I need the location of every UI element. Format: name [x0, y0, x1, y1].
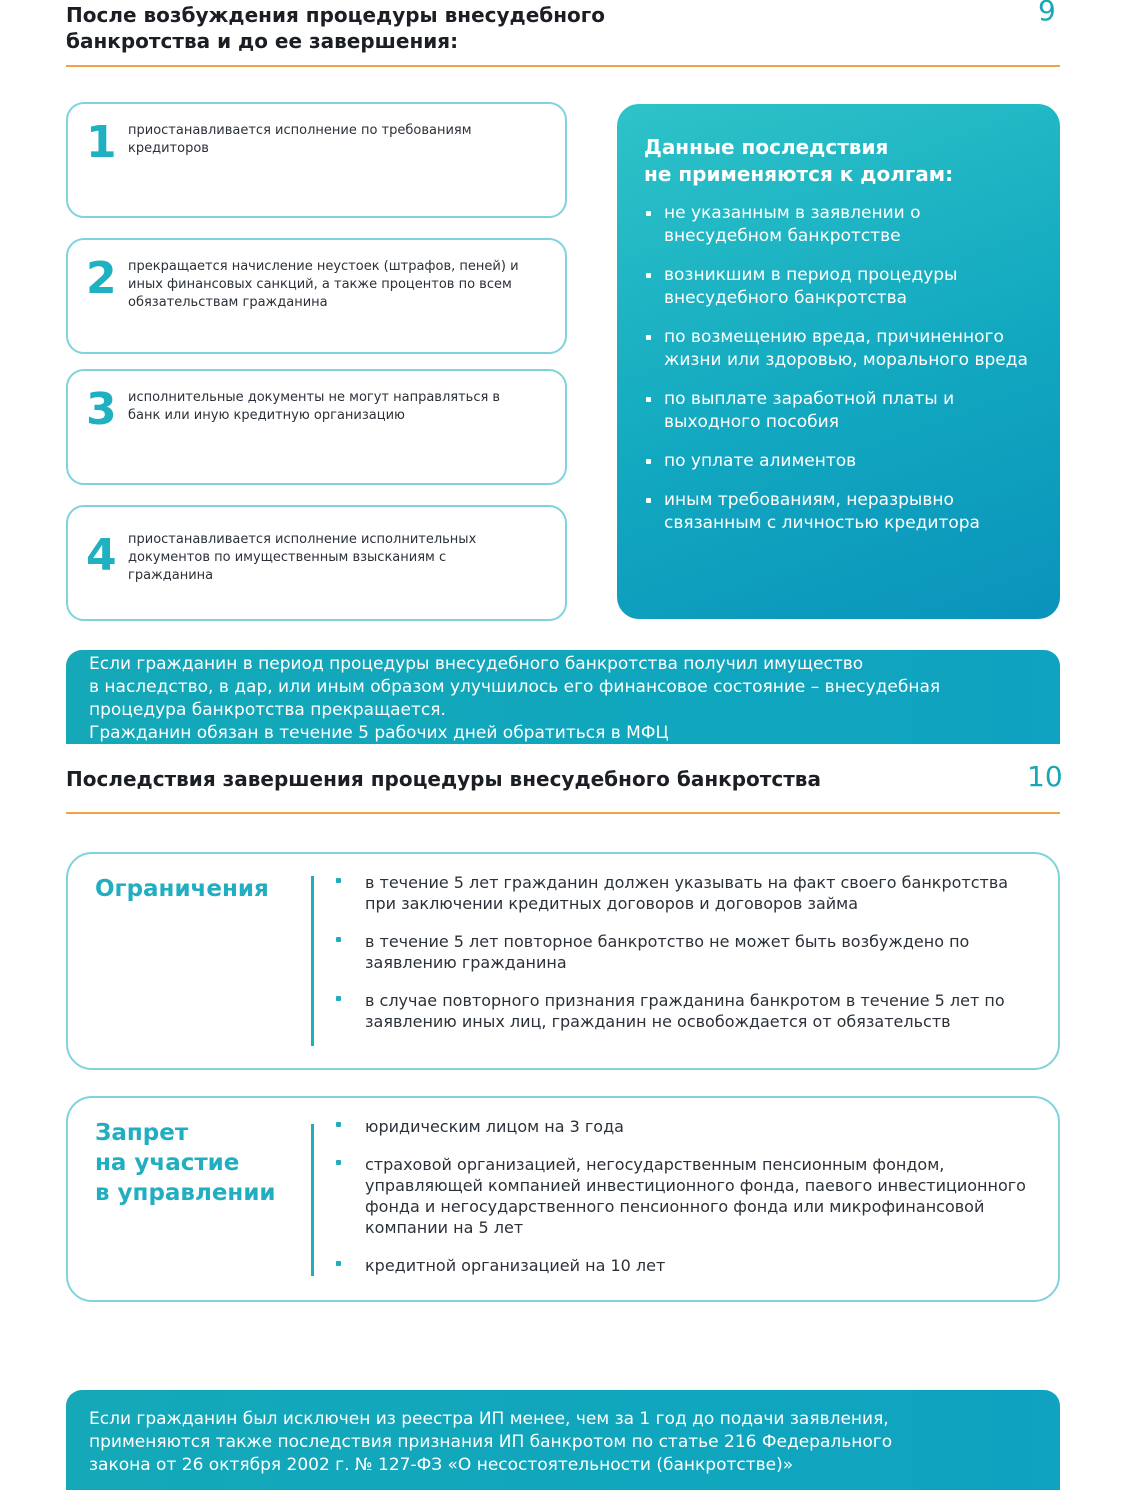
- management-ban-title-line-1: Запрет: [95, 1120, 189, 1146]
- management-ban-divider: [311, 1124, 314, 1276]
- exceptions-list-item: по возмещению вреда, причиненного жизни или здоровью, морального вреда: [644, 326, 1036, 372]
- restrictions-list-item: в случае повторного признания гражданина банкротом в течение 5 лет по заявлению иных лиц, гражданин не освобождается от обязательств: [336, 990, 1028, 1032]
- step-card-3: [66, 369, 567, 485]
- step-text: приостанавливается исполнение по требованиям кредиторов: [128, 123, 472, 156]
- step-card-2: [66, 238, 567, 354]
- exceptions-title: [644, 134, 1036, 188]
- management-ban-list-item: юридическим лицом на 3 года: [336, 1116, 1028, 1137]
- exceptions-list-item: возникшим в период процедуры внесудебного банкротства: [644, 264, 1036, 310]
- exceptions-panel: [617, 104, 1060, 619]
- orange-divider-top: [66, 65, 1060, 67]
- notice-banner: [66, 650, 1060, 744]
- footer-line-3: закона от 26 октября 2002 г. № 127-ФЗ «О несостоятельности (банкротстве)»: [89, 1455, 794, 1475]
- step-text: приостанавливается исполнение исполнительных документов по имущественным взысканиям с гражданина: [128, 532, 477, 583]
- management-ban-list: [336, 1116, 1028, 1293]
- step-number: 4: [86, 530, 117, 581]
- heading-line-1: После возбуждения процедуры внесудебного: [66, 3, 605, 27]
- heading-line-2: банкротства и до ее завершения:: [66, 29, 459, 53]
- management-ban-box: [66, 1096, 1060, 1302]
- notice-line-1: Если гражданин в период процедуры внесудебного банкротства получил имущество: [89, 654, 864, 674]
- footer-banner: [66, 1390, 1060, 1490]
- restrictions-list-item: в течение 5 лет повторное банкротство не может быть возбуждено по заявлению гражданина: [336, 931, 1028, 973]
- restrictions-box: [66, 852, 1060, 1070]
- page-number-9: 9: [1038, 0, 1056, 27]
- step-number: 1: [86, 117, 117, 168]
- section-heading-top: [66, 2, 686, 54]
- restrictions-title: Ограничения: [95, 876, 269, 902]
- page-number-10: 10: [1027, 760, 1063, 793]
- step-number: 3: [86, 384, 117, 435]
- notice-line-2: в наследство, в дар, или иным образом улучшилось его финансовое состояние – внесудебная: [89, 677, 941, 697]
- restrictions-list: [336, 872, 1028, 1049]
- exceptions-title-line-2: не применяются к долгам:: [644, 162, 954, 186]
- footer-line-1: Если гражданин был исключен из реестра ИП менее, чем за 1 год до подачи заявления,: [89, 1409, 889, 1429]
- step-text: прекращается начисление неустоек (штрафов, пеней) и иных финансовых санкций, а также процентов по всем обязательствам гражданина: [128, 259, 519, 310]
- step-card-1: [66, 102, 567, 218]
- restrictions-divider: [311, 876, 314, 1046]
- exceptions-list-item: по выплате заработной платы и выходного пособия: [644, 388, 1036, 434]
- step-card-4: [66, 505, 567, 621]
- step-text: исполнительные документы не могут направляться в банк или иную кредитную организацию: [128, 390, 501, 423]
- notice-line-3: процедура банкротства прекращается.: [89, 700, 446, 720]
- step-number: 2: [86, 253, 117, 304]
- management-ban-list-item: кредитной организацией на 10 лет: [336, 1255, 1028, 1276]
- exceptions-list: [644, 202, 1036, 535]
- management-ban-title-line-3: в управлении: [95, 1180, 276, 1206]
- exceptions-list-item: по уплате алиментов: [644, 450, 1036, 473]
- orange-divider-bottom: [66, 812, 1060, 814]
- section-heading-bottom: Последствия завершения процедуры внесудебного банкротства: [66, 767, 821, 791]
- restrictions-list-item: в течение 5 лет гражданин должен указывать на факт своего банкротства при заключении кредитных договоров и договоров займа: [336, 872, 1028, 914]
- notice-line-4: Гражданин обязан в течение 5 рабочих дней обратиться в МФЦ: [89, 723, 669, 743]
- management-ban-list-item: страховой организацией, негосударственным пенсионным фондом, управляющей компанией инвестиционного фонда, паевого инвестиционного фонда и негосударственного пенсионного фонда или микрофинансовой компании на 5 лет: [336, 1154, 1028, 1238]
- exceptions-title-line-1: Данные последствия: [644, 135, 889, 159]
- exceptions-list-item: не указанным в заявлении о внесудебном банкротстве: [644, 202, 1036, 248]
- management-ban-title: [95, 1118, 276, 1208]
- exceptions-list-item: иным требованиям, неразрывно связанным с личностью кредитора: [644, 489, 1036, 535]
- footer-line-2: применяются также последствия признания ИП банкротом по статье 216 Федерального: [89, 1432, 893, 1452]
- management-ban-title-line-2: на участие: [95, 1150, 240, 1176]
